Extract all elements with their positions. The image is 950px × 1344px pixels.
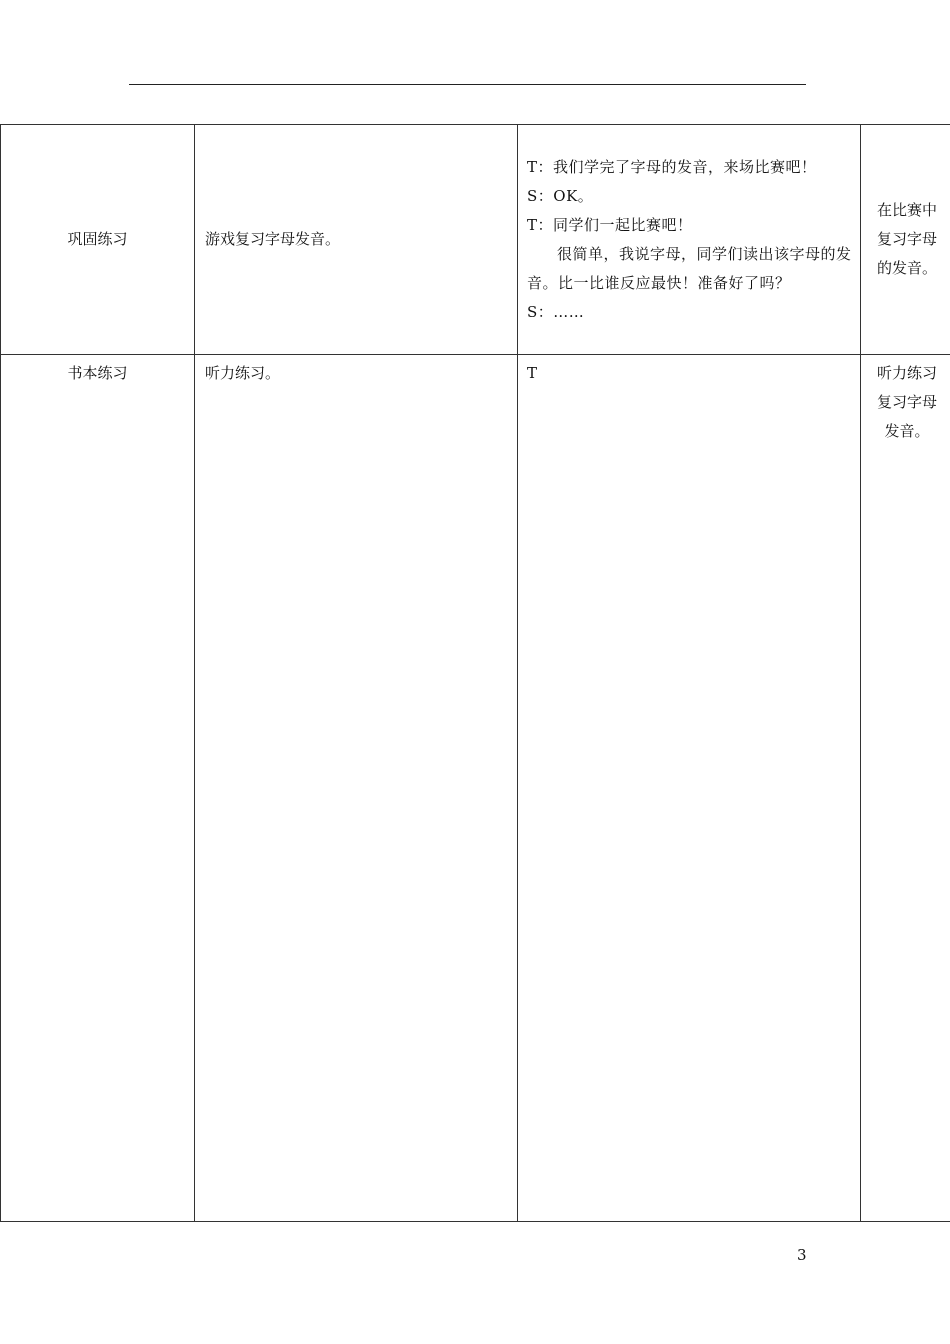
dialog-line: S：……	[527, 302, 585, 321]
stage-cell: 巩固练习	[1, 125, 195, 355]
process-cell	[518, 355, 861, 1222]
purpose-text: 听力练习复习字母发音。	[876, 364, 937, 440]
process-cell	[518, 125, 861, 355]
header-rule	[129, 84, 806, 85]
lesson-plan-table	[0, 124, 950, 1222]
page-number: 3	[797, 1246, 807, 1264]
dialog-line: 很简单，我说字母，同学们读出该字母的发音。比一比谁反应最快！准备好了吗？	[527, 244, 852, 292]
content-cell: 游戏复习字母发音。	[195, 125, 518, 355]
purpose-text: 在比赛中复习字母的发音。	[876, 201, 937, 277]
table-row	[1, 355, 950, 1222]
dialog-line: T	[527, 364, 538, 382]
table-row	[1, 125, 950, 355]
purpose-cell	[861, 355, 950, 1222]
dialog-line: S：OK。	[527, 186, 594, 205]
purpose-cell	[861, 125, 950, 355]
stage-cell: 书本练习	[1, 355, 195, 1222]
content-cell: 听力练习。	[195, 355, 518, 1222]
dialog-line: T：同学们一起比赛吧！	[527, 215, 693, 234]
dialog-line: T：我们学完了字母的发音，来场比赛吧！	[527, 157, 817, 176]
